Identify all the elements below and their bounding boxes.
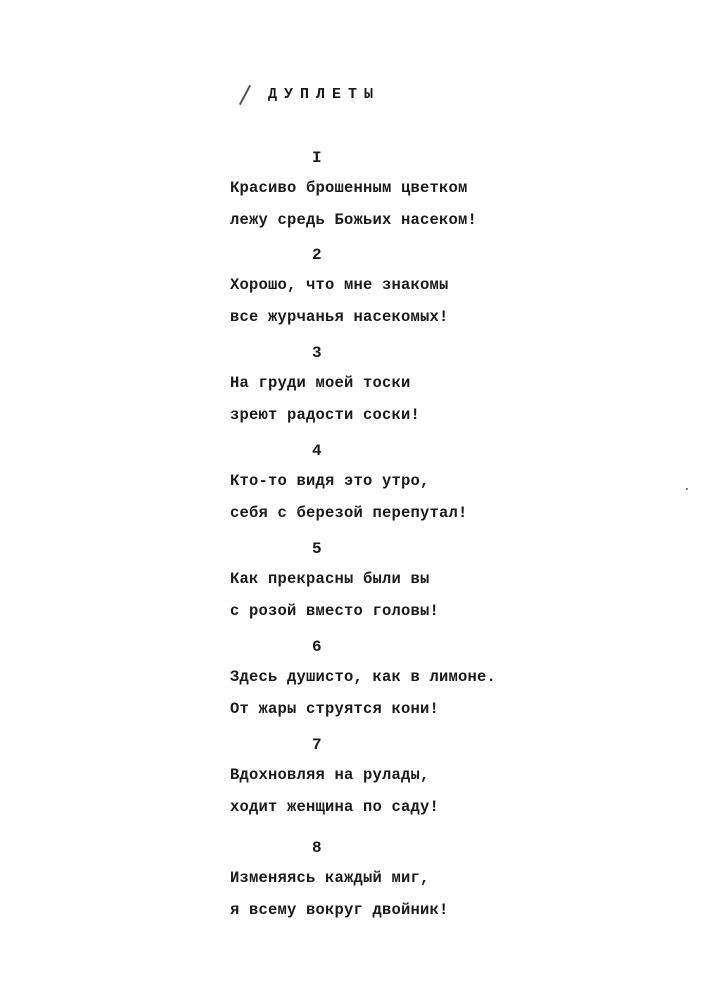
poem-line: зреют радости соски! — [230, 406, 421, 424]
stanza-number: 6 — [312, 638, 322, 656]
poem-line: Вдохновляя на рулады, — [230, 766, 430, 784]
poem-line: Изменяясь каждый миг, — [230, 869, 430, 887]
stanza-number: I — [312, 149, 322, 167]
poem-line: лежу средь Божьих насеком! — [230, 211, 478, 229]
poem-line: я всему вокруг двойник! — [230, 901, 449, 919]
poem-line: Красиво брошенным цветком — [230, 179, 468, 197]
poem-line: себя с березой перепутал! — [230, 504, 468, 522]
poem-line: Здесь душисто, как в лимоне. — [230, 668, 497, 686]
stanza-number: 5 — [312, 540, 322, 558]
poem-line: Кто-то видя это утро, — [230, 472, 430, 490]
stanza-number: 3 — [312, 344, 322, 362]
poem-title: ДУПЛЕТЫ — [268, 86, 381, 103]
stanza-number: 4 — [312, 442, 322, 460]
stanza-number: 7 — [312, 736, 322, 754]
poem-line: с розой вместо головы! — [230, 602, 440, 620]
poem-line: все журчанья насекомых! — [230, 308, 449, 326]
poem-line: На груди моей тоски — [230, 374, 411, 392]
stanza-number: 2 — [312, 246, 322, 264]
speck-mark — [686, 488, 688, 490]
poem-line: Как прекрасны были вы — [230, 570, 430, 588]
stanza-number: 8 — [312, 839, 322, 857]
poem-line: Хорошо, что мне знакомы — [230, 276, 449, 294]
poem-line: От жары струятся кони! — [230, 700, 440, 718]
margin-mark — [239, 85, 251, 105]
poem-line: ходит женщина по саду! — [230, 798, 440, 816]
